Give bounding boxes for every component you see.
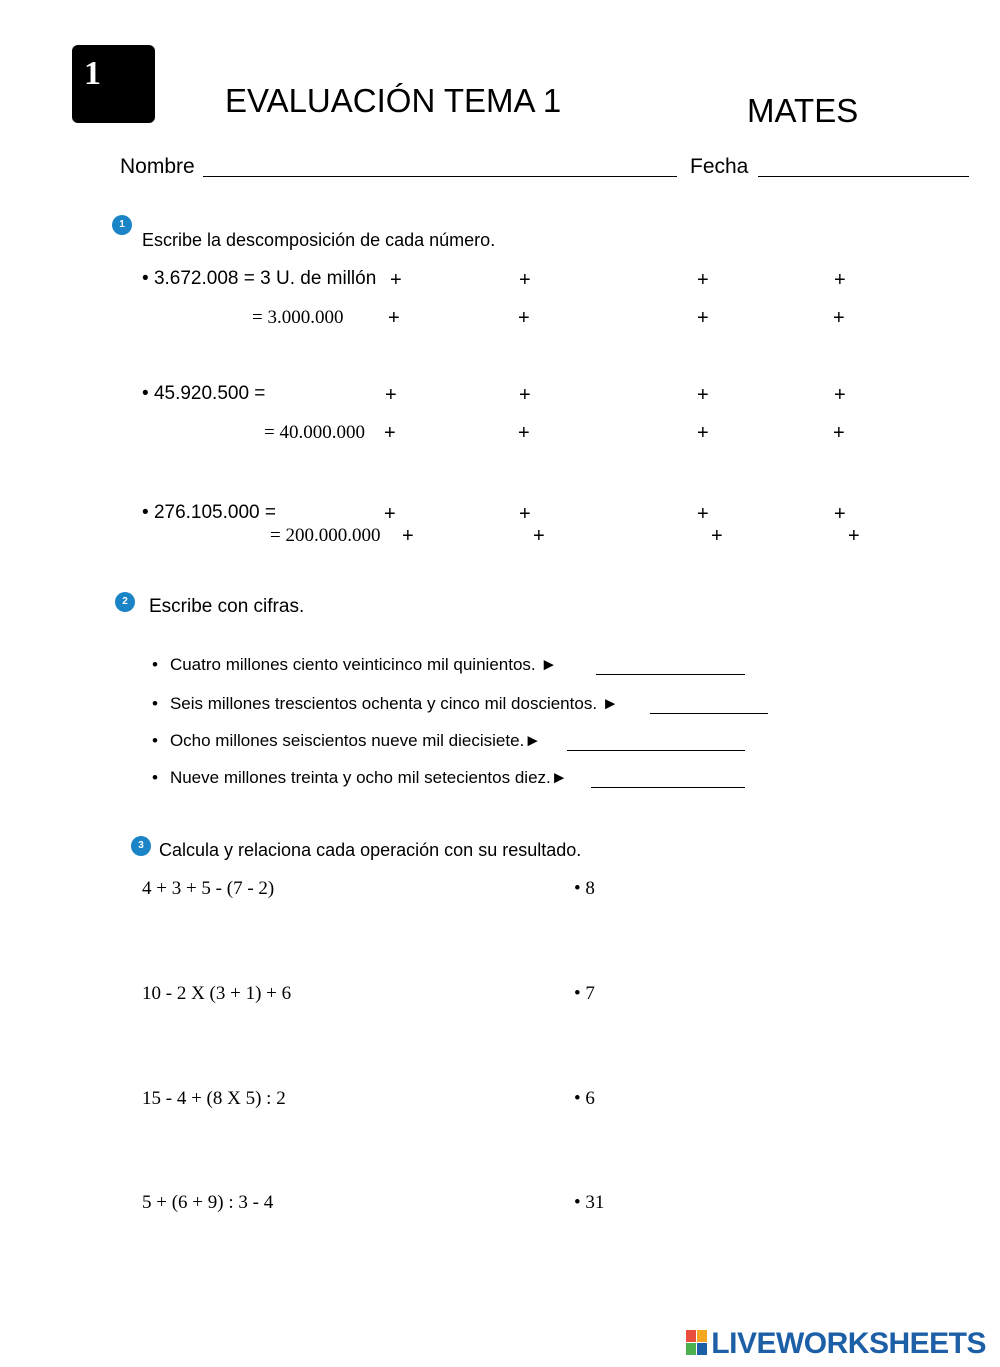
plus-sign: + (697, 384, 709, 406)
plus-sign: + (388, 307, 400, 329)
date-input-line[interactable] (758, 156, 969, 177)
ex2-item-3-text: Ocho millones seiscientos nueve mil diecisiete.► (169, 731, 542, 750)
ex2-item-4-text: Nueve millones treinta y ocho mil setecientos diez.► (169, 768, 568, 787)
ex1-item-3-values: = 200.000.000 (270, 525, 381, 546)
operation-3[interactable]: 15 - 4 + (8 X 5) : 2 (142, 1088, 286, 1109)
result-3[interactable]: • 6 (574, 1088, 595, 1109)
plus-sign: + (697, 307, 709, 329)
exercise-2-number: 2 (115, 592, 135, 612)
plus-sign: + (519, 503, 531, 525)
plus-sign: + (697, 503, 709, 525)
exercise-2-instruction: Escribe con cifras. (149, 596, 305, 617)
operation-2[interactable]: 10 - 2 X (3 + 1) + 6 (142, 983, 292, 1004)
plus-sign: + (833, 307, 845, 329)
result-2[interactable]: • 7 (574, 983, 595, 1004)
ex1-item-1-first-term: 3 U. de millón (260, 268, 377, 289)
plus-sign: + (697, 422, 709, 444)
bullet: • (152, 768, 158, 787)
liveworksheets-logo-icon (686, 1330, 708, 1356)
exercise-1-instruction: Escribe la descomposición de cada número. (142, 230, 496, 250)
ex2-item-2-text: Seis millones trescientos ochenta y cinco mil doscientos. ► (169, 694, 619, 713)
bullet: • (142, 502, 149, 523)
ex1-item-3-number: 276.105.000 = (153, 502, 276, 523)
bullet: • (152, 731, 158, 750)
plus-sign: + (697, 269, 709, 291)
ex2-item-3 (152, 731, 541, 751)
ex1-item-2-row (142, 383, 265, 405)
exercise-3-number: 3 (131, 836, 151, 856)
plus-sign: + (518, 307, 530, 329)
ex1-item-3-row (142, 502, 276, 524)
ex2-answer-1-line[interactable] (596, 654, 745, 675)
liveworksheets-logo (686, 1327, 986, 1361)
ex1-item-1-row (142, 268, 376, 290)
plus-sign: + (834, 503, 846, 525)
ex2-answer-3-line[interactable] (567, 730, 745, 751)
page-title: EVALUACIÓN TEMA 1 (225, 82, 562, 119)
unit-number: 1 (84, 55, 101, 92)
plus-sign: + (848, 525, 860, 547)
exercise-1-number: 1 (112, 215, 132, 235)
ex2-answer-2-line[interactable] (650, 693, 768, 714)
result-4[interactable]: • 31 (574, 1192, 605, 1213)
result-1[interactable]: • 8 (574, 878, 595, 899)
plus-sign: + (384, 422, 396, 444)
ex1-item-1-values: = 3.000.000 (252, 307, 344, 328)
operation-1[interactable]: 4 + 3 + 5 - (7 - 2) (142, 878, 275, 899)
ex2-item-4 (152, 768, 568, 788)
brand-name: LIVEWORKSHEETS (711, 1327, 986, 1360)
plus-sign: + (385, 384, 397, 406)
plus-sign: + (390, 269, 402, 291)
ex2-item-1-text: Cuatro millones ciento veinticinco mil quinientos. ► (169, 655, 558, 674)
plus-sign: + (833, 422, 845, 444)
ex2-item-1 (152, 655, 557, 675)
plus-sign: + (834, 384, 846, 406)
ex2-answer-4-line[interactable] (591, 767, 745, 788)
bullet: • (142, 383, 149, 404)
plus-sign: + (711, 525, 723, 547)
exercise-3-instruction: Calcula y relaciona cada operación con su resultado. (159, 840, 582, 860)
bullet: • (152, 694, 158, 713)
ex1-item-1-number: 3.672.008 = (153, 268, 255, 289)
plus-sign: + (402, 525, 414, 547)
ex1-item-2-values: = 40.000.000 (264, 422, 365, 443)
bullet: • (142, 268, 149, 289)
date-label: Fecha (690, 155, 749, 178)
plus-sign: + (834, 269, 846, 291)
plus-sign: + (533, 525, 545, 547)
name-label: Nombre (120, 155, 195, 178)
name-input-line[interactable] (203, 156, 677, 177)
plus-sign: + (384, 503, 396, 525)
unit-number-badge (72, 45, 155, 123)
bullet: • (152, 655, 158, 674)
plus-sign: + (519, 269, 531, 291)
operation-4[interactable]: 5 + (6 + 9) : 3 - 4 (142, 1192, 274, 1213)
plus-sign: + (518, 422, 530, 444)
subject-label: MATES (747, 92, 859, 129)
plus-sign: + (519, 384, 531, 406)
ex2-item-2 (152, 694, 619, 714)
ex1-item-2-number: 45.920.500 = (153, 383, 266, 404)
